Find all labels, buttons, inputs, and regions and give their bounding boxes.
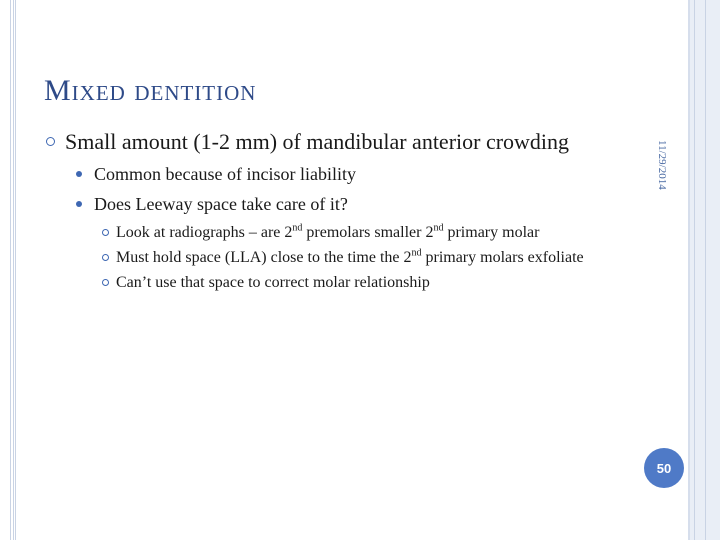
bullet-level3 xyxy=(102,273,654,293)
left-border-line xyxy=(15,0,16,540)
right-side-panel xyxy=(688,0,720,540)
bullet-level3 xyxy=(102,248,654,268)
bullet-text: Common because of incisor liability xyxy=(94,164,356,184)
right-border-line xyxy=(694,0,695,540)
bullet-level1 xyxy=(44,128,654,156)
bullet-level2 xyxy=(76,162,654,186)
bullet-level2 xyxy=(76,192,654,216)
bullet-text-part: primary molar xyxy=(443,224,540,241)
ordinal-suffix: nd xyxy=(433,222,444,234)
bullet-text-part: Look at radiographs – are 2 xyxy=(116,224,293,241)
bullet-text-part: primary molars exfoliate xyxy=(421,249,584,266)
bullet-text: Small amount (1-2 mm) of mandibular anterior crowding xyxy=(65,129,570,154)
slide-title: Mixed dentition xyxy=(44,74,257,107)
ring-bullet-icon xyxy=(102,229,109,236)
ring-bullet-icon xyxy=(102,254,109,261)
ring-bullet-icon xyxy=(46,137,55,146)
bullet-text-part: Must hold space (LLA) close to the time the 2 xyxy=(116,249,412,266)
ordinal-suffix: nd xyxy=(292,222,303,234)
ordinal-suffix: nd xyxy=(411,247,422,259)
dot-bullet-icon xyxy=(76,171,82,177)
dot-bullet-icon xyxy=(76,201,82,207)
page-number-badge: 50 xyxy=(644,448,684,488)
ring-bullet-icon xyxy=(102,279,109,286)
bullet-text-part: premolars smaller 2 xyxy=(302,224,434,241)
bullet-text: Does Leeway space take care of it? xyxy=(94,194,348,214)
slide-date: 11/29/2014 xyxy=(656,140,668,190)
left-border-line xyxy=(10,0,11,540)
right-border-line xyxy=(705,0,706,540)
left-border-line xyxy=(13,0,14,540)
bullet-level3 xyxy=(102,223,654,243)
bullet-text: Can’t use that space to correct molar relationship xyxy=(116,274,430,291)
slide-content xyxy=(44,128,654,293)
